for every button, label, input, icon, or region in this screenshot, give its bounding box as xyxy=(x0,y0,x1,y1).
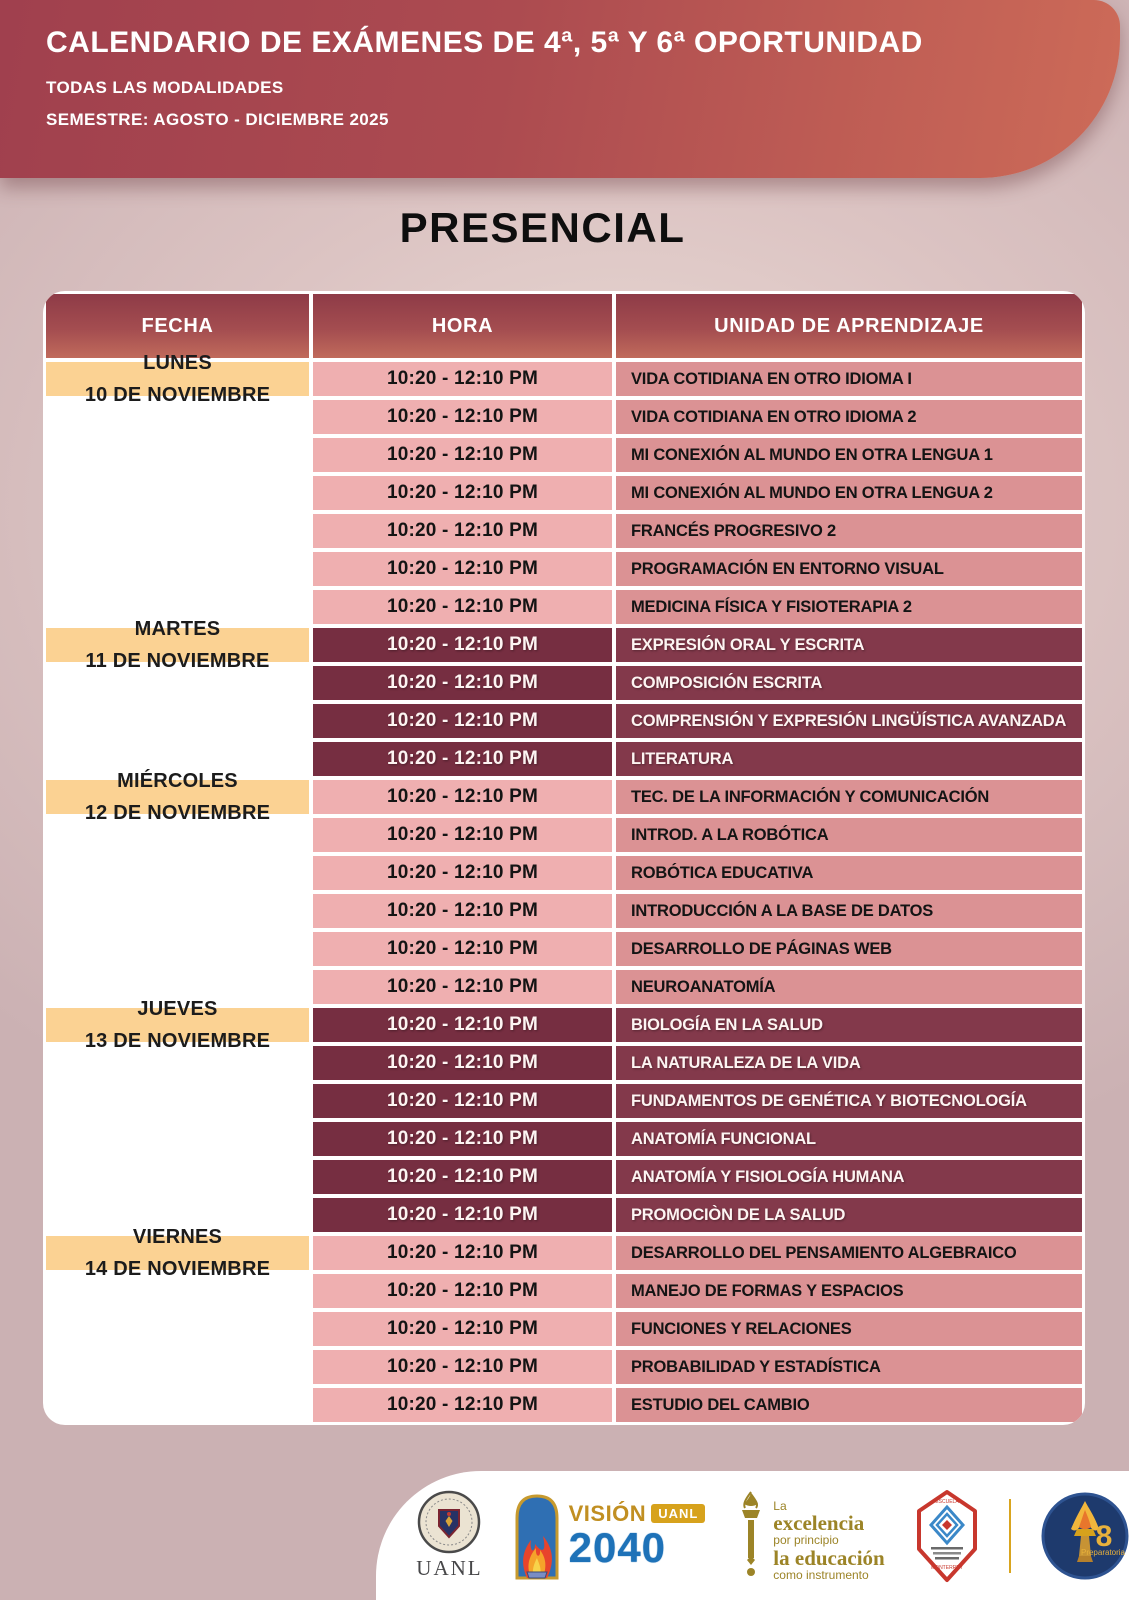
day-date: 12 DE NOVIEMBRE xyxy=(84,802,271,824)
time-cell: 10:20 - 12:10 PM xyxy=(313,742,612,776)
vision-year: 2040 xyxy=(568,1523,667,1571)
vision-uanl-badge: UANL xyxy=(651,1504,705,1523)
day-section-martes xyxy=(46,618,1082,776)
uanl-seal-icon xyxy=(417,1490,481,1554)
excelencia-logo xyxy=(735,1490,884,1582)
subject-cell: ROBÓTICA EDUCATIVA xyxy=(616,856,1082,890)
time-cell: 10:20 - 12:10 PM xyxy=(313,780,612,814)
prepa-8-number: 8 xyxy=(1095,1519,1113,1553)
time-cell: 10:20 - 12:10 PM xyxy=(313,1084,612,1118)
time-cell: 10:20 - 12:10 PM xyxy=(313,1046,612,1080)
prepa-8-icon xyxy=(1041,1492,1129,1580)
subject-cell: INTROD. A LA ROBÓTICA xyxy=(616,818,1082,852)
vision-word: VISIÓN xyxy=(568,1500,647,1526)
time-cell: 10:20 - 12:10 PM xyxy=(313,628,612,662)
day-section-miercoles xyxy=(46,770,1082,1004)
subject-cell: FUNDAMENTOS DE GENÉTICA Y BIOTECNOLOGÍA xyxy=(616,1084,1082,1118)
excelencia-line-4: la educación xyxy=(773,1545,885,1570)
vision-2040-logo xyxy=(513,1492,706,1580)
footer xyxy=(376,1471,1129,1600)
subject-cell: MI CONEXIÓN AL MUNDO EN OTRA LENGUA 2 xyxy=(616,476,1082,510)
subject-cell: VIDA COTIDIANA EN OTRO IDIOMA I xyxy=(616,362,1082,396)
time-cell: 10:20 - 12:10 PM xyxy=(313,1198,612,1232)
prepa-crest-logo xyxy=(915,1489,979,1583)
subject-cell: COMPOSICIÓN ESCRITA xyxy=(616,666,1082,700)
excelencia-line-1: La xyxy=(773,1498,787,1513)
day-date: 14 DE NOVIEMBRE xyxy=(84,1258,271,1280)
subject-cell: FRANCÉS PROGRESIVO 2 xyxy=(616,514,1082,548)
subject-cell: TEC. DE LA INFORMACIÓN Y COMUNICACIÓN xyxy=(616,780,1082,814)
subject-cell: MANEJO DE FORMAS Y ESPACIOS xyxy=(616,1274,1082,1308)
svg-text:MONTERREY: MONTERREY xyxy=(930,1564,963,1571)
prepa-8-label: Preparatoria xyxy=(1080,1547,1125,1557)
time-cell: 10:20 - 12:10 PM xyxy=(313,1274,612,1308)
day-name: LUNES xyxy=(143,352,212,374)
subject-cell: COMPRENSIÓN Y EXPRESIÓN LINGÜÍSTICA AVANZADA xyxy=(616,704,1082,738)
subject-cell: LA NATURALEZA DE LA VIDA xyxy=(616,1046,1082,1080)
table-body xyxy=(46,352,1082,1422)
subject-cell: PROMOCIÒN DE LA SALUD xyxy=(616,1198,1082,1232)
time-cell: 10:20 - 12:10 PM xyxy=(313,856,612,890)
date-cell xyxy=(46,352,309,406)
time-cell: 10:20 - 12:10 PM xyxy=(313,362,612,396)
date-cell xyxy=(46,770,309,824)
time-cell: 10:20 - 12:10 PM xyxy=(313,476,612,510)
time-cell: 10:20 - 12:10 PM xyxy=(313,1236,612,1270)
subject-cell: PROBABILIDAD Y ESTADÍSTICA xyxy=(616,1350,1082,1384)
time-cell: 10:20 - 12:10 PM xyxy=(313,1160,612,1194)
excelencia-line-5: como instrumento xyxy=(773,1567,869,1582)
time-cell: 10:20 - 12:10 PM xyxy=(313,1312,612,1346)
subject-cell: INTRODUCCIÓN A LA BASE DE DATOS xyxy=(616,894,1082,928)
date-cell xyxy=(46,998,309,1052)
subject-cell: PROGRAMACIÓN EN ENTORNO VISUAL xyxy=(616,552,1082,586)
day-date: 13 DE NOVIEMBRE xyxy=(84,1030,271,1052)
day-name: MIÉRCOLES xyxy=(117,770,238,792)
excelencia-line-3: por principio xyxy=(773,1533,839,1548)
time-cell: 10:20 - 12:10 PM xyxy=(313,1008,612,1042)
subject-cell: VIDA COTIDIANA EN OTRO IDIOMA 2 xyxy=(616,400,1082,434)
time-cell: 10:20 - 12:10 PM xyxy=(313,514,612,548)
time-cell: 10:20 - 12:10 PM xyxy=(313,590,612,624)
time-cell: 10:20 - 12:10 PM xyxy=(313,970,612,1004)
header-subtitle: TODAS LAS MODALIDADES xyxy=(46,78,284,97)
subject-cell: ESTUDIO DEL CAMBIO xyxy=(616,1388,1082,1422)
column-header-unidad: UNIDAD DE APRENDIZAJE xyxy=(616,294,1082,358)
day-section-lunes xyxy=(46,352,1082,624)
header-banner xyxy=(0,0,1120,178)
subject-cell: EXPRESIÓN ORAL Y ESCRITA xyxy=(616,628,1082,662)
page-title: CALENDARIO DE EXÁMENES DE 4ª, 5ª Y 6ª OPORTUNIDAD xyxy=(46,26,923,59)
time-cell: 10:20 - 12:10 PM xyxy=(313,1122,612,1156)
excelencia-line-2: excelencia xyxy=(773,1511,865,1536)
time-cell: 10:20 - 12:10 PM xyxy=(313,1350,612,1384)
subject-cell: BIOLOGÍA EN LA SALUD xyxy=(616,1008,1082,1042)
uanl-seal-logo xyxy=(416,1490,482,1581)
time-cell: 10:20 - 12:10 PM xyxy=(313,818,612,852)
subject-cell: DESARROLLO DE PÁGINAS WEB xyxy=(616,932,1082,966)
subject-cell: DESARROLLO DEL PENSAMIENTO ALGEBRAICO xyxy=(616,1236,1082,1270)
subject-cell: ANATOMÍA Y FISIOLOGÍA HUMANA xyxy=(616,1160,1082,1194)
date-cell xyxy=(46,1226,309,1280)
time-cell: 10:20 - 12:10 PM xyxy=(313,552,612,586)
subject-cell: LITERATURA xyxy=(616,742,1082,776)
day-name: JUEVES xyxy=(137,998,218,1020)
svg-text:ESCUELA: ESCUELA xyxy=(935,1498,959,1505)
section-title: PRESENCIAL xyxy=(399,204,686,251)
subject-cell: MI CONEXIÓN AL MUNDO EN OTRA LENGUA 1 xyxy=(616,438,1082,472)
uanl-seal-label: UANL xyxy=(416,1556,483,1580)
header-semester: SEMESTRE: AGOSTO - DICIEMBRE 2025 xyxy=(46,110,389,129)
vision-flame-icon xyxy=(513,1492,561,1580)
subject-cell: MEDICINA FÍSICA Y FISIOTERAPIA 2 xyxy=(616,590,1082,624)
time-cell: 10:20 - 12:10 PM xyxy=(313,1388,612,1422)
day-name: VIERNES xyxy=(132,1226,223,1248)
prepa-crest-icon xyxy=(915,1489,979,1583)
day-name: MARTES xyxy=(134,618,221,640)
day-date: 11 DE NOVIEMBRE xyxy=(85,650,270,672)
day-section-jueves xyxy=(46,998,1082,1232)
time-cell: 10:20 - 12:10 PM xyxy=(313,400,612,434)
subject-cell: NEUROANATOMÍA xyxy=(616,970,1082,1004)
day-date: 10 DE NOVIEMBRE xyxy=(84,384,271,406)
day-section-viernes xyxy=(46,1226,1082,1422)
prepa-8-logo xyxy=(1041,1492,1129,1580)
time-cell: 10:20 - 12:10 PM xyxy=(313,932,612,966)
exam-schedule-table xyxy=(43,291,1085,1425)
column-header-fecha: FECHA xyxy=(46,294,309,358)
logo-row xyxy=(376,1471,1129,1600)
time-cell: 10:20 - 12:10 PM xyxy=(313,704,612,738)
time-cell: 10:20 - 12:10 PM xyxy=(313,894,612,928)
time-cell: 10:20 - 12:10 PM xyxy=(313,666,612,700)
logo-divider xyxy=(1009,1499,1011,1573)
gold-torch-icon xyxy=(735,1490,767,1582)
column-header-hora: HORA xyxy=(313,294,612,358)
date-cell xyxy=(46,618,309,672)
time-cell: 10:20 - 12:10 PM xyxy=(313,438,612,472)
subject-cell: ANATOMÍA FUNCIONAL xyxy=(616,1122,1082,1156)
subject-cell: FUNCIONES Y RELACIONES xyxy=(616,1312,1082,1346)
